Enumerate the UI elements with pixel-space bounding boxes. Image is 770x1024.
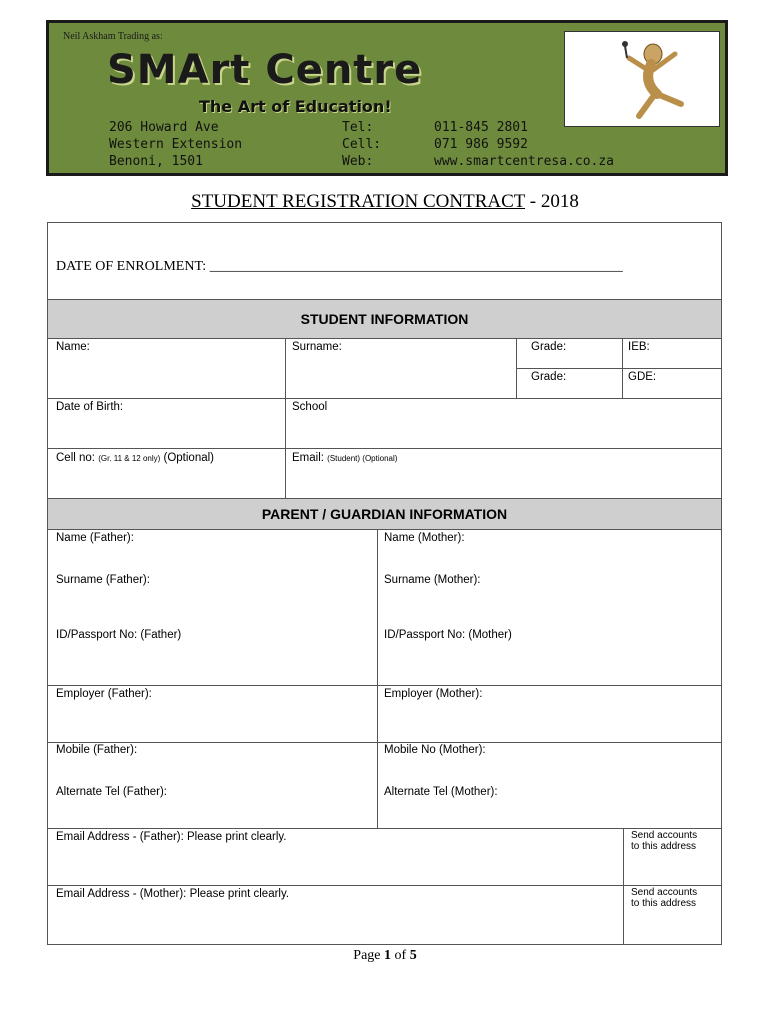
grade-field-gde[interactable]: Grade: bbox=[531, 371, 567, 383]
ieb-field[interactable]: IEB: bbox=[628, 341, 650, 353]
school-field[interactable]: School bbox=[292, 401, 328, 413]
title-separator: - bbox=[525, 191, 541, 212]
send-accounts-line1: Send accounts bbox=[631, 830, 698, 841]
student-surname-field[interactable]: Surname: bbox=[292, 341, 342, 353]
id-mother-field[interactable]: ID/Passport No: (Mother) bbox=[384, 629, 512, 641]
title-year: 2018 bbox=[540, 191, 579, 212]
address-line: 206 Howard Ave bbox=[109, 120, 219, 135]
surname-mother-field[interactable]: Surname (Mother): bbox=[384, 574, 481, 586]
grade-field-ieb[interactable]: Grade: bbox=[531, 341, 567, 353]
cell-optional: (Optional) bbox=[163, 452, 215, 464]
address-block bbox=[109, 119, 242, 170]
email-mother-field[interactable]: Email Address - (Mother): Please print clearly. bbox=[56, 888, 290, 900]
cell-note: (Gr. 11 & 12 only) bbox=[98, 454, 161, 463]
employer-mother-field[interactable]: Employer (Mother): bbox=[384, 688, 483, 700]
contact-label-tel: Tel: bbox=[342, 120, 374, 135]
title-main: STUDENT REGISTRATION CONTRACT bbox=[191, 191, 526, 212]
registration-form bbox=[47, 222, 722, 945]
page-number bbox=[0, 948, 770, 964]
mobile-mother-field[interactable]: Mobile No (Mother): bbox=[384, 744, 486, 756]
contact-web: www.smartcentresa.co.za bbox=[434, 154, 615, 169]
alt-tel-mother-field[interactable]: Alternate Tel (Mother): bbox=[384, 786, 498, 798]
enrolment-line: ___________________________________________________________ bbox=[209, 259, 623, 274]
student-email-field[interactable] bbox=[292, 452, 397, 464]
logo bbox=[564, 31, 720, 127]
email-label: Email: bbox=[292, 452, 324, 464]
date-of-birth-field[interactable]: Date of Birth: bbox=[56, 401, 124, 413]
contact-tel: 011-845 2801 bbox=[434, 120, 528, 135]
address-line: Western Extension bbox=[109, 137, 243, 152]
email-note: (Student) (Optional) bbox=[327, 454, 398, 463]
tagline: The Art of Education! bbox=[199, 97, 392, 116]
send-accounts-line2: to this address bbox=[631, 898, 697, 909]
contact-cell: 071 986 9592 bbox=[434, 137, 528, 152]
name-mother-field[interactable]: Name (Mother): bbox=[384, 532, 465, 544]
address-line: Benoni, 1501 bbox=[109, 154, 203, 169]
email-father-field[interactable]: Email Address - (Father): Please print clearly. bbox=[56, 831, 287, 843]
mobile-father-field[interactable]: Mobile (Father): bbox=[56, 744, 138, 756]
page-prefix: Page bbox=[353, 948, 385, 963]
cell-no-field[interactable] bbox=[56, 452, 214, 464]
surname-father-field[interactable]: Surname (Father): bbox=[56, 574, 150, 586]
trading-as: Neil Askham Trading as: bbox=[63, 31, 163, 42]
send-accounts-father-note[interactable] bbox=[631, 830, 697, 852]
employer-father-field[interactable]: Employer (Father): bbox=[56, 688, 152, 700]
jumping-figure-icon bbox=[565, 32, 719, 126]
page-total: 5 bbox=[409, 948, 417, 963]
contact-label-web: Web: bbox=[342, 154, 374, 169]
contact-labels bbox=[342, 119, 381, 170]
gde-field[interactable]: GDE: bbox=[628, 371, 657, 383]
contact-label-cell: Cell: bbox=[342, 137, 382, 152]
page-of: of bbox=[391, 948, 410, 963]
id-father-field[interactable]: ID/Passport No: (Father) bbox=[56, 629, 182, 641]
parent-section-heading: PARENT / GUARDIAN INFORMATION bbox=[261, 506, 508, 522]
student-name-field[interactable]: Name: bbox=[56, 341, 90, 353]
page-current: 1 bbox=[384, 948, 392, 963]
send-accounts-mother-note[interactable] bbox=[631, 887, 697, 909]
enrolment-label: DATE OF ENROLMENT: bbox=[56, 259, 207, 274]
document-title bbox=[0, 191, 770, 213]
alt-tel-father-field[interactable]: Alternate Tel (Father): bbox=[56, 786, 168, 798]
name-father-field[interactable]: Name (Father): bbox=[56, 532, 134, 544]
student-section-heading: STUDENT INFORMATION bbox=[300, 311, 469, 327]
cell-label: Cell no: bbox=[56, 452, 95, 464]
brand-name: SMArt Centre bbox=[107, 47, 423, 93]
enrolment-date-field[interactable] bbox=[56, 259, 623, 275]
send-accounts-line2: to this address bbox=[631, 841, 697, 852]
letterhead bbox=[46, 20, 728, 176]
send-accounts-line1: Send accounts bbox=[631, 887, 698, 898]
